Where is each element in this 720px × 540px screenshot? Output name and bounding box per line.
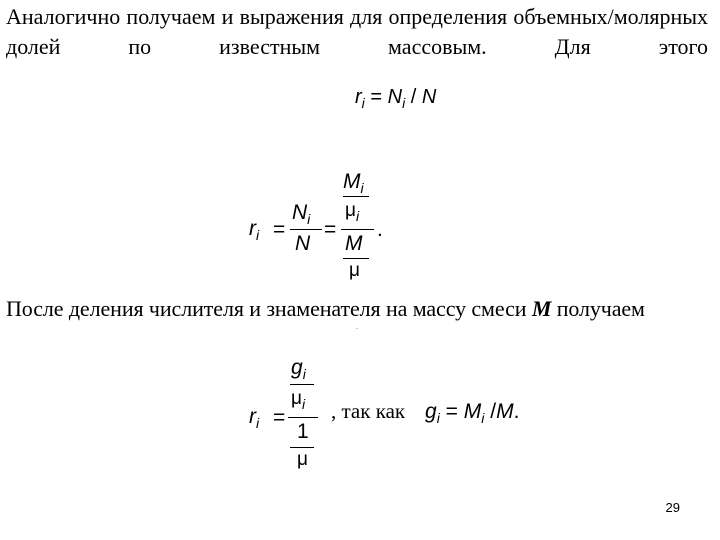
fraction-bar (290, 447, 314, 448)
period: . (377, 218, 383, 241)
symbol-g: g (425, 400, 437, 423)
equals-sign: = (324, 218, 337, 241)
fraction-bar (343, 258, 369, 259)
symbol-n: N (421, 86, 437, 108)
subscript-i: i (256, 415, 260, 431)
subscript-i: i (436, 410, 440, 426)
symbol-r: r (355, 86, 362, 108)
symbol-mu: μ (297, 449, 308, 470)
subscript-i: i (361, 95, 365, 111)
stray-dot: . (356, 322, 358, 331)
main-fraction-bar (341, 229, 374, 230)
since-text: , так как (331, 399, 406, 423)
paragraph-text: получаем (551, 296, 645, 321)
subscript-i: i (307, 211, 311, 227)
formula-ratio (355, 86, 436, 109)
mixture-mass-symbol: M (531, 296, 552, 321)
main-fraction-bar (288, 417, 318, 418)
division-paragraph (6, 294, 716, 324)
page-number: 29 (665, 500, 680, 515)
symbol-g: g (291, 356, 303, 379)
equals-sign: = (370, 86, 383, 108)
subscript-i: i (301, 396, 306, 412)
fraction-bar (343, 196, 369, 197)
equals-sign: = (273, 218, 286, 241)
symbol-n: N (387, 86, 403, 108)
fraction-bar (290, 229, 322, 230)
paragraph-text: После деления числителя и знаменателя на массу смеси (6, 296, 532, 321)
period: . (513, 400, 520, 423)
equals-sign: = (445, 400, 458, 423)
symbol-m: M (343, 170, 361, 193)
equals-sign: = (273, 406, 286, 429)
subscript-i: i (355, 208, 360, 224)
subscript-i: i (302, 366, 306, 382)
symbol-m: M (496, 400, 514, 423)
subscript-i: i (360, 180, 364, 196)
symbol-r: r (249, 405, 256, 428)
symbol-n: N (292, 201, 308, 224)
subscript-i: i (402, 95, 406, 111)
symbol-mu: μ (349, 260, 360, 281)
symbol-mu: μ (345, 200, 356, 221)
fraction-bar (290, 384, 314, 385)
slash: / (410, 86, 417, 108)
subscript-i: i (256, 227, 260, 243)
subscript-i: i (481, 410, 485, 426)
symbol-mu: μ (291, 388, 302, 409)
symbol-m: M (463, 400, 482, 423)
symbol-m: M (345, 232, 363, 255)
symbol-r: r (249, 217, 256, 240)
numeral-one: 1 (297, 420, 309, 443)
intro-paragraph: Аналогично получаем и выражения для определения объемных/молярных долей по известным массовым. Для этого (6, 4, 708, 59)
symbol-n: N (295, 232, 311, 255)
slash: / (490, 400, 497, 423)
